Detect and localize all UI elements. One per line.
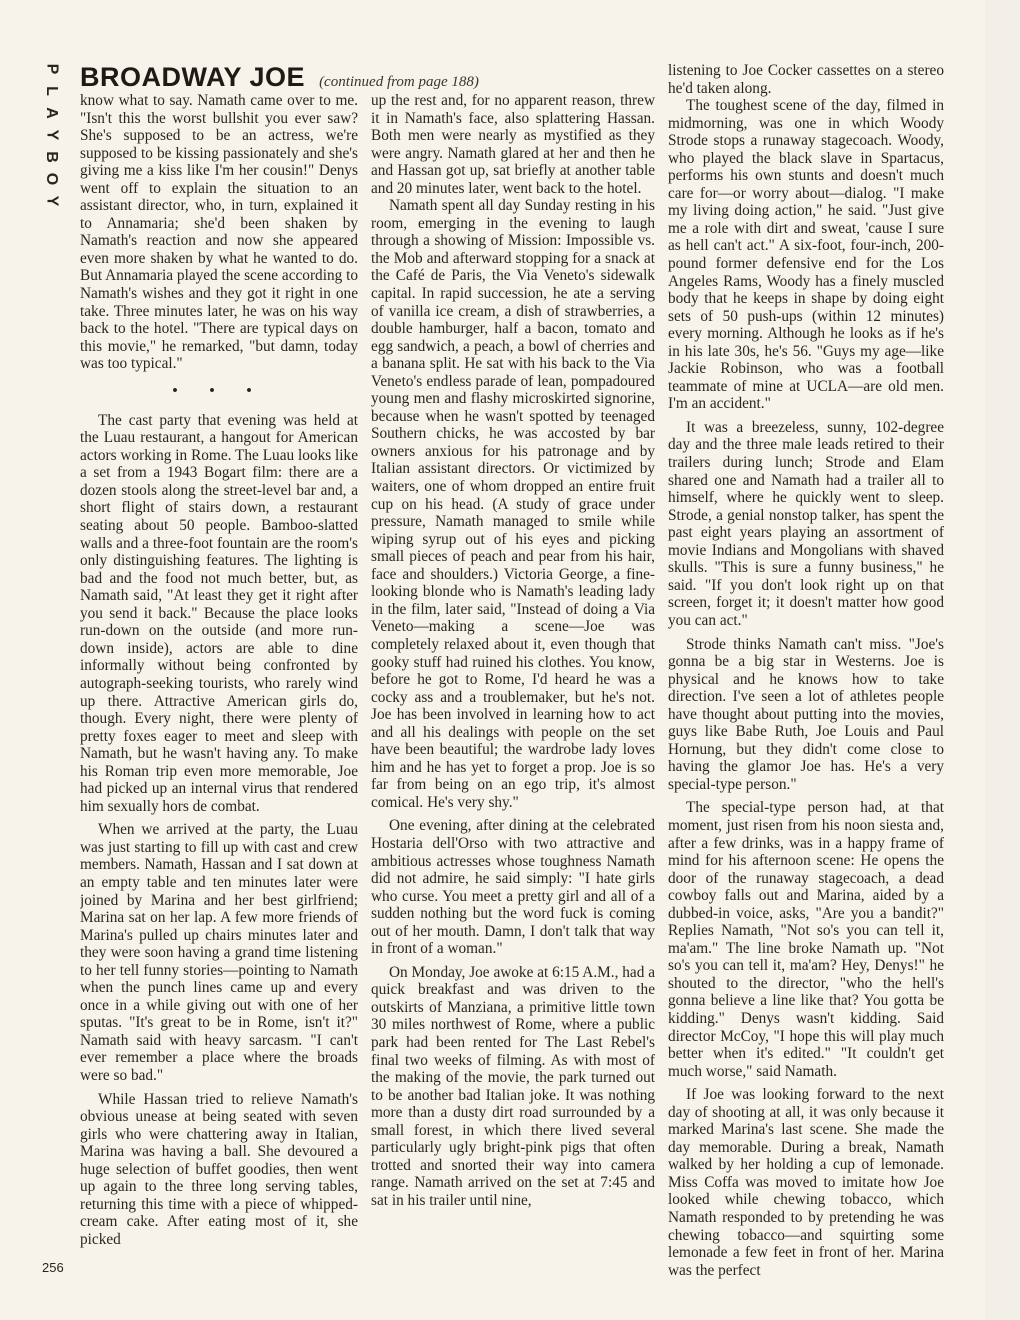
paragraph: It was a breezeless, sunny, 102-degree day and the three male leads retired to their trailers during lunch; Strode and Elam shared one and Namath had a trailer all to himself, where he quickly went to sleep. Strode, a genial nonstop talker, has spent the past eight years playing an assortment of movie Indians and Mongolians with shaved skulls. "This is sure a funny business," he said. "If you don't look right up on that screen, forget it; it doesn't matter how good you can act." [668, 418, 944, 629]
paragraph: When we arrived at the party, the Luau was just starting to fill up with cast and crew members. Namath, Hassan and I sat down at an empty table and ten minutes later were joined by Marina and her best girlfriend; Marina sat on her lap. A few more friends of Marina's pulled up chairs minutes later and they were soon having a grand time listening to her tell funny stories—pointing to Namath when the punch lines came up and every once in a while giving out with one of her sputas. "It's great to be in Rome, isn't it?" Namath said with heavy sarcasm. "I can't ever remember a place where the broads were so bad." [80, 821, 358, 1084]
page-number: 256 [42, 1260, 64, 1275]
sidebar-letter: L [43, 86, 60, 96]
paragraph: The toughest scene of the day, filmed in midmorning, was one in which Woody Strode stops a runaway stagecoach. Woody, who played the black slave in Spartacus, performs his own stunts and doesn't much care for—or worry about—dialog. "I make my living doing action," he said. "Just give me a role with dirt and sweat, 'cause I sure as hell can't act." A six-foot, four-inch, 200-pound former defensive end for the Los Angeles Rams, Woody has a finely muscled body that he keeps in shape by doing eight sets of 50 push-ups (within 12 minutes) every morning. Although he looks as if he's in his late 30s, he's 56. "Guys my age—like Jackie Robinson, who was a football teammate of mine at UCLA—are old men. I'm an accident." [668, 97, 944, 413]
paragraph: listening to Joe Cocker cassettes on a stereo he'd taken along. [668, 62, 944, 97]
article-title: BROADWAY JOE [80, 62, 306, 92]
paragraph: Strode thinks Namath can't miss. "Joe's gonna be a big star in Westerns. Joe is physical and he knows how to take direction. I've seen a lot of athletes people have thought about putting into the movies, guys like Babe Ruth, Joe Louis and Paul Hornung, but they didn't come close to having the glamor Joe has. He's a very special-type person." [668, 635, 944, 793]
text-column-2 [371, 92, 655, 1277]
sidebar-letter: O [42, 172, 60, 186]
sidebar-letter: Y [42, 129, 60, 141]
page-edge [985, 0, 1020, 1320]
text-column-1 [80, 92, 358, 1277]
sidebar-letter: A [43, 107, 60, 119]
paragraph: If Joe was looking forward to the next day of shooting at all, it was only because it marked Marina's last scene. She made the day memorable. During a break, Namath walked by her holding a cup of lemonade. Miss Coffa was moved to imitate how Joe looked while chewing tobacco, which Namath responded to by pretending he was chewing tobacco—and squirting some lemonade a few feet in front of her. Marina was the perfect [668, 1086, 944, 1279]
paragraph: The special-type person had, at that moment, just risen from his noon siesta and, after a few drinks, was in a happy frame of mind for his afternoon scene: He opens the door of the runaway stagecoach, a dead cowboy falls out and Marina, aided by a dubbed-in voice, asks, "Are you a bandit?" Replies Namath, "Not so's you can tell it, ma'am." The line broke Namath up. "Not so's you can tell it, ma'am? Hey, Denys!" he shouted to the director, "who the hell's gonna believe a line like that? You gotta be kidding." Denys wasn't kidding. Said director McCoy, "I hope this will play much better when it's edited." "It couldn't get much worse," said Namath. [668, 799, 944, 1080]
paragraph: On Monday, Joe awoke at 6:15 A.M., had a quick breakfast and was driven to the outskirts of Manziana, a primitive little town 30 miles northwest of Rome, where a public park had been rented for The Last Rebel's final two weeks of filming. As with most of the making of the movie, the park turned out to be another bad Italian joke. It was nothing more than a dusty dirt road surrounded by a small forest, in which there lived several particularly ugly bright-pink pigs that often trotted and snorted their way into camera range. Namath arrived on the set at 7:45 and sat in his trailer until nine, [371, 963, 655, 1209]
text-column-3 [668, 62, 944, 1287]
article-continuation: (continued from page 188) [319, 74, 479, 90]
paragraph: up the rest and, for no apparent reason, threw it in Namath's face, also splattering Hassan. Both men were nearly as mystified as they were angry. Namath glared at her and then he and Hassan got up, sat briefly at another table and 20 minutes later, went back to the hotel. [371, 92, 655, 197]
paragraph: The cast party that evening was held at the Luau restaurant, a hangout for American actors working in Rome. The Luau looks like a set from a 1943 Bogart film: there are a dozen stools along the street-level bar and, a short flight of stairs down, a restaurant seating about 50 people. Bamboo-slatted walls and a three-foot fountain are the room's only distinguishing features. The lighting is bad and the food not much better, but, as Namath said, "At least they get it right after you send it back." Because the place looks run-down on the outside (and more run-down inside), actors are able to dine informally without being confronted by autograph-seeking tourists, who rarely wind up there. Attractive American girls do, though. Every night, there were plenty of pretty foxes eager to meet and sleep with Namath, but he wasn't having any. To make his Roman trip even more memorable, Joe had picked up an internal virus that rendered him sexually hors de combat. [80, 411, 358, 815]
sidebar-letter: B [43, 151, 60, 163]
section-break: • • • [172, 382, 266, 399]
paragraph: While Hassan tried to relieve Namath's obvious unease at being seated with seven girls who were chattering away in Italian, Marina was having a ball. She devoured a huge selection of buffet goodies, then went up again to the three long serving tables, returning this time with a piece of whipped-cream cake. After eating most of it, she picked [80, 1090, 358, 1248]
sidebar-letter: Y [42, 195, 60, 207]
paragraph: know what to say. Namath came over to me. "Isn't this the worst bullshit you ever saw? She's supposed to be an actress, we're supposed to be kissing passionately and she's giving me a kiss like I'm her cousin!" Denys went off to explain the situation to an assistant director, who, in turn, explained it to Annamaria; she'd been shaken by Namath's reaction and now she appeared even more shaken by what he wanted to do. But Annamaria played the scene according to Namath's wishes and they got it right in one take. Three minutes later, he was on his way back to the hotel. "There are typical days on this movie," he remarked, "but damn, today was too typical." [80, 92, 358, 373]
magazine-sidebar-logo [40, 58, 62, 212]
paragraph: Namath spent all day Sunday resting in his room, emerging in the evening to laugh through a showing of Mission: Impossible vs. the Mob and afterward stopping for a snack at the Café de Paris, the Via Veneto's sidewalk capital. In rapid succession, he ate a serving of vanilla ice cream, a dish of strawberries, a double hamburger, half a bacon, tomato and egg sandwich, a peach, a bowl of cherries and a banana split. He sat with his back to the Via Veneto's endless parade of lean, pompadoured young men and flashy microskirted signorine, because when he wasn't spotted by teenaged Southern chicks, he was accosted by bar owners anxious for his patronage and by Italian assistant directors. Or victimized by waiters, one of whom dropped an entire fruit cup on his head. (A study of grace under pressure, Namath managed to smile while wiping syrup out of his eyes and picking small pieces of peach and pear from his hair, face and shoulders.) Victoria George, a fine-looking blonde who is Namath's leading lady in the film, later said, "Instead of doing a Via Veneto—making a scene—Joe was completely relaxed about it, even though that gooky stuff had ruined his clothes. You know, before he got to Rome, I'd heard he was a cocky ass and a troublemaker, but he's not. Joe has been involved in learning how to act and all his dealings with people on the set have been beautiful; the wardrobe lady loves him and he has yet to forget a prop. Joe is so far from being on an ego trip, it's almost comical. He's very shy." [371, 197, 655, 811]
paragraph: One evening, after dining at the celebrated Hostaria dell'Orso with two attractive and ambitious actresses whose toughness Namath did not admire, he said simply: "I hate girls who curse. You meet a pretty girl and all of a sudden nothing but the word fuck is coming out of her mouth. Damn, I don't talk that way in front of a woman." [371, 817, 655, 958]
sidebar-letter: P [42, 63, 60, 75]
